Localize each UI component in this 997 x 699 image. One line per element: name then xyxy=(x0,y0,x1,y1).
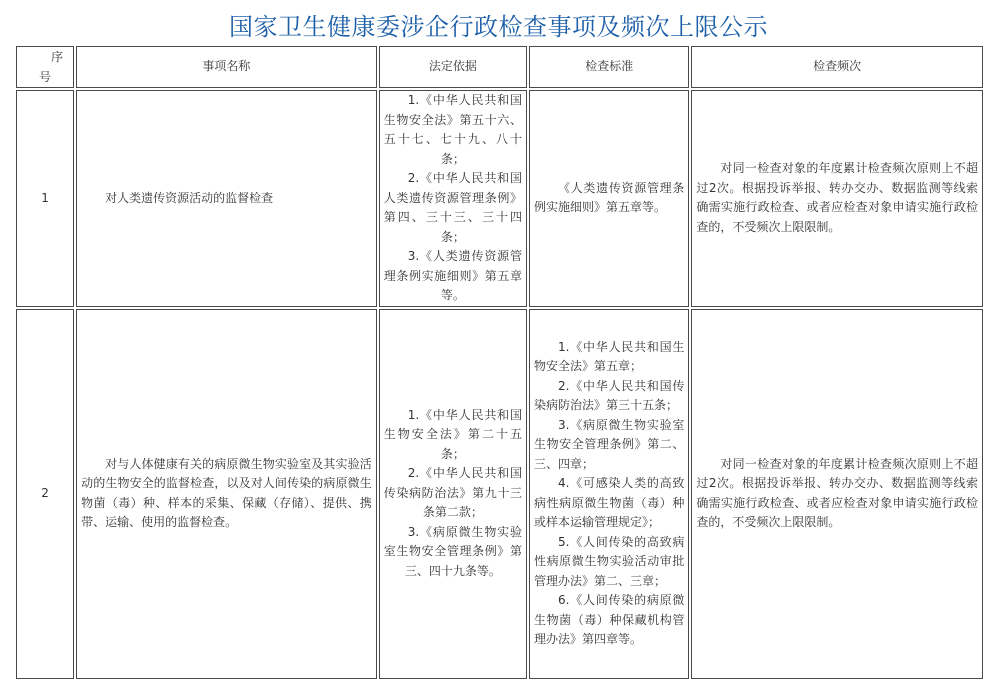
page-title: 国家卫生健康委涉企行政检查事项及频次上限公示 xyxy=(229,13,768,41)
row-legal-basis xyxy=(379,309,527,679)
basis-item: 1.《中华人民共和国生物安全法》第五十六、五十七、七十九、八十条； xyxy=(383,93,523,166)
row-standard xyxy=(529,90,689,307)
table-row xyxy=(16,90,983,307)
standard-item: 3.《病原微生物实验室生物安全管理条例》第二、三、四章； xyxy=(534,417,685,471)
header-name: 事项名称 xyxy=(76,46,377,88)
header-basis: 法定依据 xyxy=(379,46,527,88)
header-standard: 检查标准 xyxy=(529,46,689,88)
basis-item: 2.《中华人民共和国人类遗传资源管理条例》第四、三十三、三十四条； xyxy=(383,171,523,244)
row-item-name: 对人类遗传资源活动的监督检查 xyxy=(76,90,377,307)
standard-item: 《人类遗传资源管理条例实施细则》第五章等。 xyxy=(534,180,685,215)
inspection-table xyxy=(14,44,985,681)
table-header-row xyxy=(16,46,983,88)
row-frequency xyxy=(691,309,983,679)
basis-item: 3.《人类遗传资源管理条例实施细则》第五章等。 xyxy=(383,249,523,302)
row-item-name: 对与人体健康有关的病原微生物实验室及其实验活动的生物安全的监督检查，以及对人间传染的病原微生物菌（毒）种、样本的采集、保藏（存储）、提供、携带、运输、使用的监督检查。 xyxy=(76,309,377,679)
frequency-text: 对同一检查对象的年度累计检查频次原则上不超过2次。根据投诉举报、转办交办、数据监测等线索确需实施行政检查、或者应检查对象申请实施行政检查的，不受频次上限限制。 xyxy=(696,456,978,529)
standard-item: 4.《可感染人类的高致病性病原微生物菌（毒）种或样本运输管理规定》； xyxy=(534,476,685,529)
header-no: 序 号 xyxy=(16,46,74,88)
row-no: 1 xyxy=(16,90,74,307)
basis-item: 1.《中华人民共和国生物安全法》第二十五条； xyxy=(383,407,523,461)
standard-item: 2.《中华人民共和国传染病防治法》第三十五条； xyxy=(534,378,685,412)
table-row xyxy=(16,309,983,679)
row-standard xyxy=(529,309,689,679)
basis-item: 2.《中华人民共和国传染病防治法》第九十三条第二款； xyxy=(383,466,523,520)
standard-item: 5.《人间传染的高致病性病原微生物实验活动审批管理办法》第二、三章； xyxy=(534,534,685,588)
standard-item: 6.《人间传染的病原微生物菌（毒）种保藏机构管理办法》第四章等。 xyxy=(534,593,685,646)
header-frequency: 检查频次 xyxy=(691,46,983,88)
row-legal-basis xyxy=(379,90,527,307)
standard-item: 1.《中华人民共和国生物安全法》第五章； xyxy=(534,339,685,373)
frequency-text: 对同一检查对象的年度累计检查频次原则上不超过2次。根据投诉举报、转办交办、数据监测等线索确需实施行政检查、或者应检查对象申请实施行政检查的，不受频次上限限制。 xyxy=(696,161,978,234)
row-no: 2 xyxy=(16,309,74,679)
row-frequency xyxy=(691,90,983,307)
basis-item: 3.《病原微生物实验室生物安全管理条例》第三、四十九条等。 xyxy=(383,524,523,578)
